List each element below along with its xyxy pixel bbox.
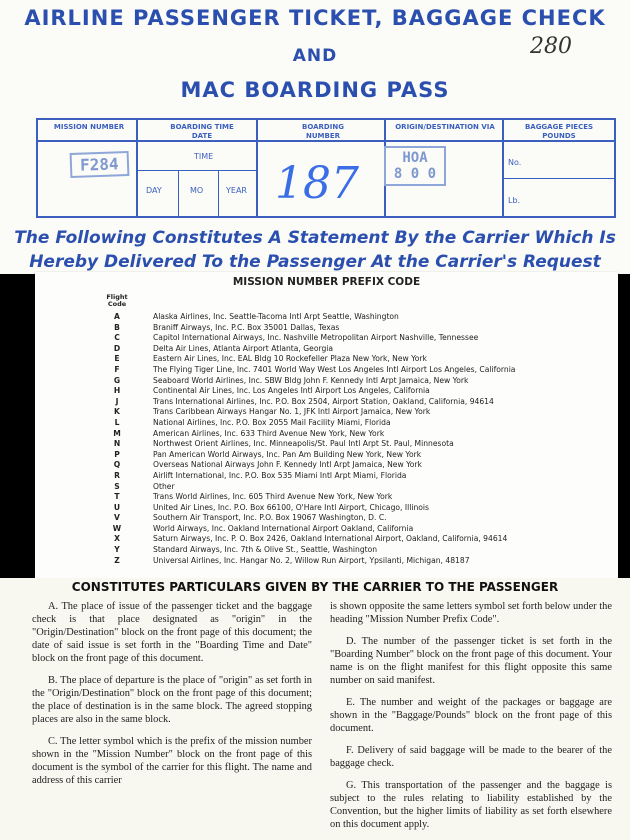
- prefix-code-title: MISSION NUMBER PREFIX CODE: [232, 276, 421, 288]
- header-origin-destination: ORIGIN/DESTINATION VIA: [395, 123, 495, 131]
- flight-code: Q: [113, 460, 121, 470]
- origin-stamp: [384, 146, 446, 186]
- carrier-entry: Universal Airlines, Inc. Hangar No. 2, Willow Run Airport, Ypsilanti, Michigan, 48187: [153, 555, 470, 565]
- carrier-entry: Pan American World Airways, Inc. Pan Am Building New York, New York: [153, 449, 422, 459]
- flight-code: E: [114, 354, 120, 364]
- carrier-entry: Overseas National Airways John F. Kennedy Intl Arpt Jamaica, New York: [153, 460, 422, 470]
- flight-code: J: [115, 396, 119, 406]
- flight-code: B: [114, 322, 120, 332]
- header-baggage: BAGGAGE PIECES POUNDS: [524, 123, 594, 140]
- carrier-entry: Eastern Air Lines, Inc. EAL Bldg 10 Rockefeller Plaza New York, New York: [153, 354, 427, 364]
- particulars-left-column: [32, 600, 312, 796]
- ticket-front: [0, 0, 630, 274]
- prefix-code-card: [35, 272, 618, 578]
- year-label: YEAR: [226, 186, 247, 195]
- mo-label: MO: [190, 186, 204, 195]
- boarding-number-value: 187: [275, 158, 359, 209]
- flight-code: S: [114, 481, 120, 491]
- flight-code: T: [114, 492, 120, 502]
- carrier-entry: World Airways, Inc. Oakland International Airport Oakland, California: [153, 523, 414, 533]
- time-label: TIME: [194, 152, 214, 161]
- carrier-entry: Continental Air Lines, Inc. Los Angeles Intl Airport Los Angeles, California: [153, 386, 430, 396]
- paragraph-g: G. This transportation of the passenger and the baggage is subject to the rules relating to liability established by the Convention, but the higher limits of liability as set forth elsewhere on this document apply.: [330, 780, 612, 830]
- carrier-entry: United Air Lines, Inc. P.O. Box 66100, O'Hare Intl Airport, Chicago, Illinois: [153, 502, 429, 512]
- flight-code: X: [114, 534, 120, 544]
- baggage-no-label: No.: [508, 158, 522, 167]
- time-divider: [138, 170, 258, 171]
- baggage-lb-label: Lb.: [508, 196, 521, 205]
- carrier-entry: Braniff Airways, Inc. P.C. Box 35001 Dallas, Texas: [153, 322, 340, 332]
- header-mission-number: MISSION NUMBER: [53, 123, 125, 131]
- paragraph-f: F. Delivery of said baggage will be made to the bearer of the baggage check.: [330, 745, 612, 769]
- baggage-divider: [504, 178, 614, 179]
- particulars-title: CONSTITUTES PARTICULARS GIVEN BY THE CARRIER TO THE PASSENGER: [71, 580, 559, 594]
- flight-code: R: [114, 470, 120, 480]
- carrier-entry: Southern Air Transport, Inc. P.O. Box 19067 Washington, D. C.: [153, 513, 387, 523]
- statement-line-1: The Following Constitutes A Statement By the Carrier Which Is: [14, 228, 616, 248]
- carrier-entry: Alaska Airlines, Inc. Seattle-Tacoma Intl Arpt Seattle, Washington: [153, 312, 399, 321]
- flight-code: K: [114, 407, 120, 417]
- particulars-right-column: [330, 600, 612, 840]
- header-boarding-number: BOARDING NUMBER: [302, 123, 344, 140]
- flight-code: A: [114, 312, 120, 321]
- origin-stamp-line-1: HOA: [402, 150, 428, 166]
- title-line-2: AND: [292, 46, 338, 66]
- origin-stamp-line-2: 8 0 0: [393, 166, 437, 182]
- handwritten-number: 280: [530, 34, 572, 59]
- title-line-3: MAC BOARDING PASS: [180, 78, 450, 102]
- flight-code: D: [113, 343, 121, 353]
- paragraph-b: B. The place of departure is the place of "origin" as set forth in the "Origin/Destination" block on the front page of this document; the place of destination is in the same block. The agreed stopping places are also in the same block.: [32, 675, 312, 725]
- carrier-entry: Delta Air Lines, Atlanta Airport Atlanta, Georgia: [153, 343, 334, 353]
- carrier-entry: The Flying Tiger Line, Inc. 7401 World Way West Los Angeles Intl Airport Los Angeles, California: [153, 364, 516, 374]
- flight-code: C: [114, 333, 120, 343]
- flight-code: F: [114, 364, 120, 374]
- carrier-entry: Other: [153, 481, 175, 491]
- flight-code: L: [114, 417, 120, 427]
- flight-code: N: [113, 439, 121, 449]
- carrier-entry: Trans Caribbean Airways Hangar No. 1, JFK Intl Airport Jamaica, New York: [153, 407, 431, 417]
- code-column: [109, 312, 125, 566]
- carrier-entry: Capitol International Airways, Inc. Nashville Metropolitan Airport Nashville, Tennessee: [153, 333, 479, 343]
- carrier-entry: Seaboard World Airlines, Inc. SBW Bldg John F. Kennedy Intl Arpt Jamaica, New York: [153, 375, 469, 385]
- paragraph-c: C. The letter symbol which is the prefix of the mission number shown in the "Mission Number" block on the front page of this document is the symbol of the carrier for this flight. The name and address of this carrier: [32, 736, 312, 786]
- title-line-1: AIRLINE PASSENGER TICKET, BAGGAGE CHECK: [24, 6, 606, 30]
- carrier-entry: American Airlines, Inc. 633 Third Avenue New York, New York: [153, 428, 385, 438]
- flight-code: H: [113, 386, 121, 396]
- flight-code: M: [113, 428, 121, 438]
- flight-code: G: [113, 375, 121, 385]
- carrier-entry: Standard Airways, Inc. 7th & Olive St., Seattle, Washington: [153, 545, 378, 555]
- flight-code: U: [113, 502, 121, 512]
- paragraph-e: E. The number and weight of the packages or baggage are shown in the "Baggage/Pounds" block on the front page of this document.: [330, 697, 612, 734]
- carrier-entry: Northwest Orient Airlines, Inc. Minneapolis/St. Paul Intl Arpt St. Paul, Minnesota: [153, 439, 454, 449]
- flight-code: Y: [114, 545, 120, 555]
- paragraph-a: A. The place of issue of the passenger ticket and the baggage check is that place designated as "origin" in the "Origin/Destination" block on the front page of this document; the date of said issue is set forth in the "Boarding Time and Date" block on the front page of this document.: [32, 601, 312, 664]
- flight-code: Z: [114, 555, 120, 565]
- carrier-column: [153, 312, 613, 566]
- flight-code: V: [114, 513, 120, 523]
- paragraph-d: D. The number of the passenger ticket is set forth in the "Boarding Number" block on the front page of this document. Your name is on the flight manifest for this flight opposite this same number on said manifest.: [330, 636, 612, 686]
- paragraph-c-continued: is shown opposite the same letters symbol set forth below under the heading "Mission Number Prefix Code".: [330, 601, 612, 625]
- day-label: DAY: [146, 186, 162, 195]
- mo-divider: [218, 170, 219, 216]
- mission-number-stamp: F284: [70, 151, 129, 178]
- statement-line-2: Hereby Delivered To the Passenger At the Carrier's Request: [29, 252, 601, 272]
- carrier-entry: Saturn Airways, Inc. P. O. Box 2426, Oakland International Airport, Oakland, California, 94614: [153, 534, 508, 544]
- carrier-entry: Airlift International, Inc. P.O. Box 535 Miami Intl Arpt Miami, Florida: [153, 470, 407, 480]
- particulars-section: [0, 578, 630, 840]
- flight-code: W: [112, 523, 122, 533]
- carrier-entry: Trans International Airlines, Inc. P.O. Box 2504, Airport Station, Oakland, California, 94614: [153, 396, 494, 406]
- day-divider: [178, 170, 179, 216]
- flight-code-header: Flight Code: [106, 293, 128, 308]
- carrier-entry: National Airlines, Inc. P.O. Box 2055 Mail Facility Miami, Florida: [153, 417, 391, 427]
- header-boarding-time: BOARDING TIME DATE: [170, 123, 234, 140]
- flight-code: P: [114, 449, 120, 459]
- carrier-entry: Trans World Airlines, Inc. 605 Third Avenue New York, New York: [153, 492, 393, 502]
